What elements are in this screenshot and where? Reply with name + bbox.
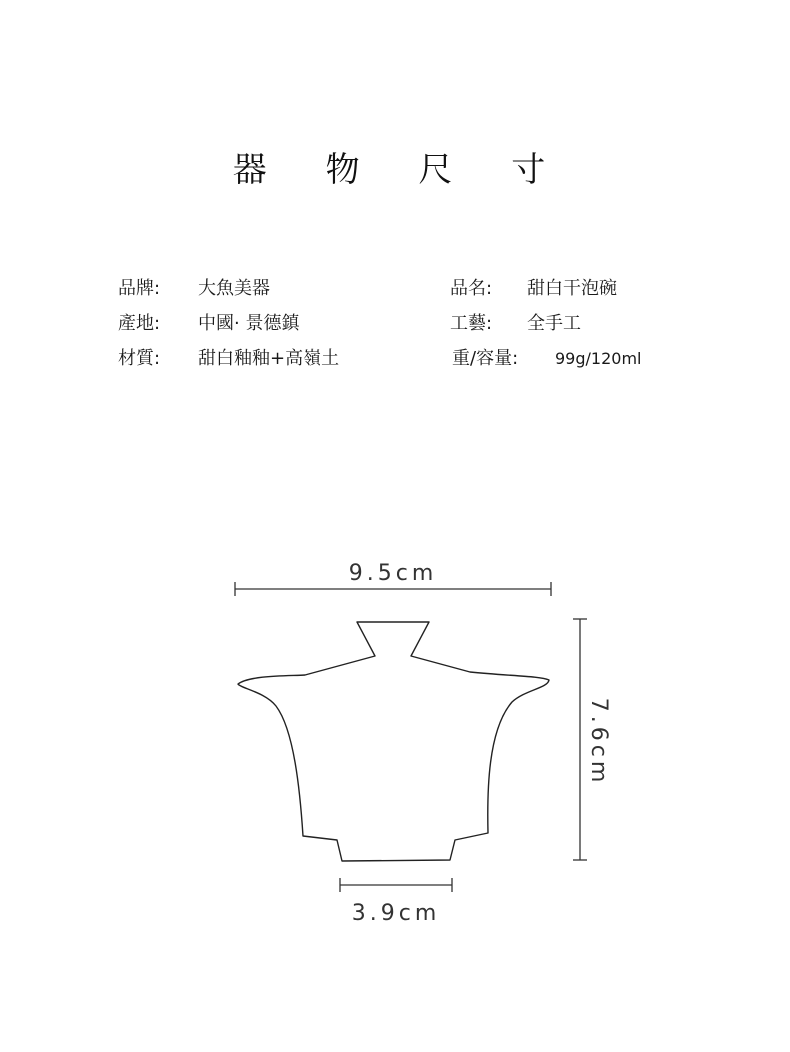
gaiwan-outline bbox=[238, 622, 549, 861]
spec-craft-value: 全手工 bbox=[527, 313, 581, 334]
spec-brand-value: 大魚美器 bbox=[198, 278, 270, 299]
base-label: 3.9cm bbox=[351, 901, 441, 926]
spec-origin-label: 產地: bbox=[118, 313, 161, 334]
spec-craft-label: 工藝: bbox=[450, 313, 493, 334]
width-label: 9.5cm bbox=[348, 561, 438, 586]
height-label: 7.6cm bbox=[586, 697, 611, 787]
spec-weight-capacity-label: 重/容量: bbox=[452, 348, 519, 369]
spec-material-value: 甜白釉釉+高嶺土 bbox=[198, 348, 340, 369]
spec-weight-capacity-value: 99g/120ml bbox=[555, 349, 642, 368]
spec-origin-value: 中國· 景德鎮 bbox=[198, 313, 300, 334]
base-dimension-line bbox=[340, 878, 452, 892]
spec-product-name-label: 品名: bbox=[450, 278, 493, 299]
page-title: 器 物 尺 寸 bbox=[232, 150, 570, 190]
height-dimension-line bbox=[573, 619, 587, 860]
spec-material-label: 材質: bbox=[118, 348, 161, 369]
spec-brand-label: 品牌: bbox=[118, 278, 161, 299]
spec-product-name-value: 甜白干泡碗 bbox=[527, 278, 617, 299]
